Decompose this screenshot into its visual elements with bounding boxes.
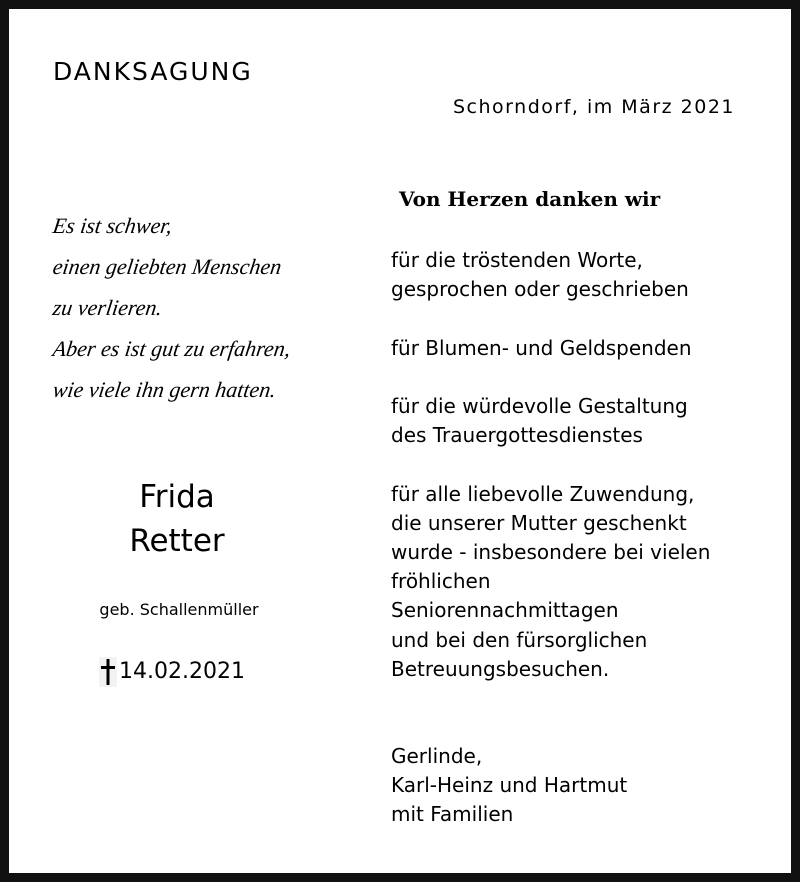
- place-date: Schorndorf, im März 2021: [453, 96, 735, 118]
- thanks-line: des Trauergottesdienstes: [391, 423, 643, 448]
- poem-line: wie viele ihn gern hatten.: [51, 377, 278, 402]
- thanks-line: für die tröstenden Worte,: [391, 248, 643, 273]
- thanks-line: für alle liebevolle Zuwendung,: [391, 481, 695, 506]
- thanks-line: für die würdevolle Gestaltung: [391, 394, 688, 419]
- thanks-line: wurde - insbesondere bei vielen: [391, 540, 711, 565]
- thanks-line: die unserer Mutter geschenkt: [391, 510, 687, 535]
- thanks-line: und bei den fürsorglichen: [391, 627, 648, 652]
- poem: [53, 205, 353, 410]
- thanks-line: für Blumen- und Geldspenden: [391, 335, 692, 360]
- signature-line: Karl-Heinz und Hartmut: [391, 773, 628, 798]
- signature-line: Gerlinde,: [391, 744, 483, 768]
- poem-line: zu verlieren.: [51, 295, 164, 320]
- death-date: 14.02.2021: [119, 659, 245, 684]
- deceased-first-name: Frida: [139, 479, 215, 515]
- death-date-row: [99, 657, 245, 687]
- thanks-heading: Von Herzen danken wir: [399, 187, 661, 211]
- poem-line: einen geliebten Menschen: [51, 254, 284, 279]
- poem-line: Es ist schwer,: [51, 213, 174, 238]
- signature-line: mit Familien: [391, 802, 514, 827]
- thanks-line: fröhlichen: [391, 569, 491, 594]
- deceased-last-name: Retter: [129, 523, 225, 559]
- thanks-line: gesprochen oder geschrieben: [391, 277, 689, 302]
- birth-name: geb. Schallenmüller: [99, 600, 259, 619]
- cross-icon: [99, 657, 117, 687]
- thanks-section: [391, 181, 781, 830]
- thanks-line: Seniorennachmittagen: [391, 598, 619, 623]
- notice-title: DANKSAGUNG: [53, 57, 253, 86]
- poem-line: Aber es ist gut zu erfahren,: [51, 336, 293, 361]
- thanks-line: Betreuungsbesuchen.: [391, 656, 610, 681]
